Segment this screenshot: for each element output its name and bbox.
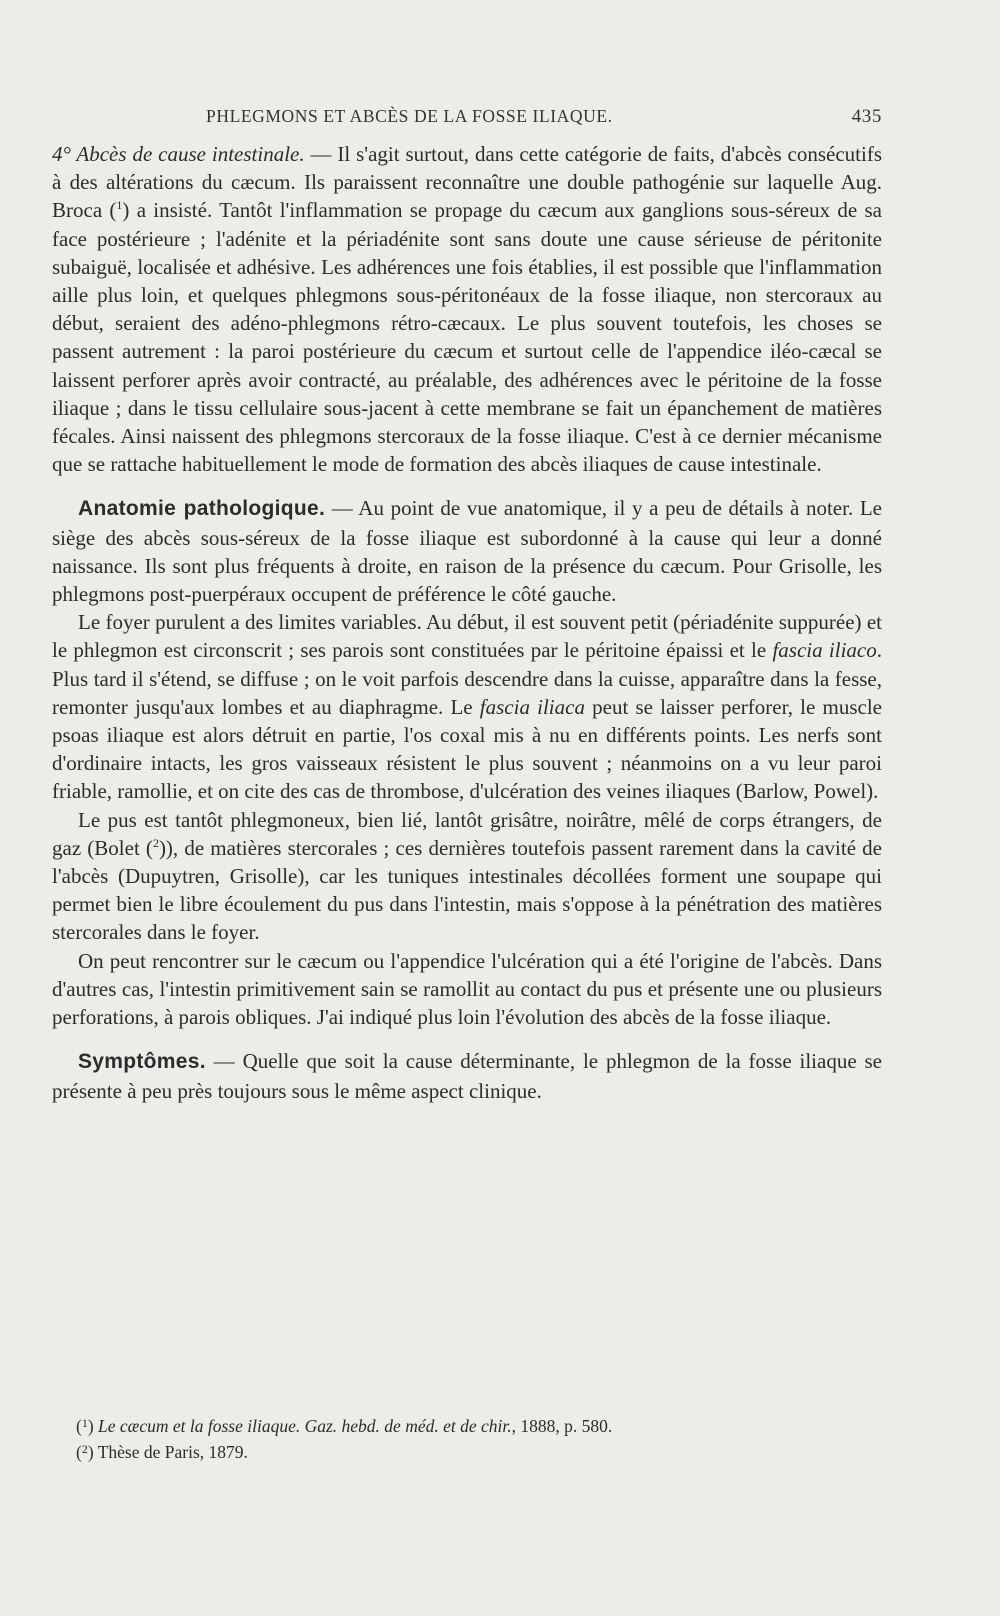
footnote-mark: 1 xyxy=(81,1416,88,1430)
footnote-citation: Le cæcum et la fosse iliaque. Gaz. hebd. de méd. et de chir. xyxy=(98,1416,512,1436)
paragraph-text: — Il s'agit surtout, dans cette catégorie de faits, d'abcès consécutifs à des altérations du cæcum. Ils paraissent reconnaître une double pathogénie sur laquelle Aug. Broca ( xyxy=(52,142,883,223)
paragraph-text: Le foyer purulent a des limites variables. Au début, il est souvent petit (périadénite suppurée) et le phlegmon est circonscrit ; ses parois sont constituées par le péritoine épaissi et le xyxy=(52,610,882,663)
body-text xyxy=(52,140,882,1105)
paragraph-anatomy-intro xyxy=(52,494,882,608)
italic-term: fascia iliaca xyxy=(479,694,585,719)
paragraph-lead: 4° Abcès de cause intestinale. xyxy=(52,142,305,166)
footnote-ref-2: 2 xyxy=(152,835,159,850)
paragraph-pus xyxy=(52,806,882,947)
section-heading-anatomy: Anatomie pathologique. xyxy=(78,497,326,521)
paragraph-text: Le pus est tantôt phlegmoneux, bien lié, lantôt grisâtre, noirâtre, mêlé de corps étrangers, de gaz (Bolet ( xyxy=(52,807,882,860)
page-number: 435 xyxy=(851,106,882,127)
footnote-1: ($^1$) Le cæcum et la fosse iliaque. Gaz. hebd. de méd. et de chir., 1888, p. 580. xyxy=(76,1416,613,1436)
footnote-text: Thèse de Paris, 1879. xyxy=(97,1442,248,1462)
footnote-ref-1: 1 xyxy=(116,198,123,213)
paragraph-text: . Plus tard il s'étend, se diffuse ; on le voit parfois descendre dans la cuisse, apparaître dans la fesse, remonter jusqu'aux lombes et au diaphragme. Le xyxy=(52,638,882,719)
section-heading-symptoms: Symptômes. xyxy=(78,1050,206,1074)
footnote-text: , 1888, p. 580. xyxy=(511,1416,613,1436)
italic-term: fascia iliaco xyxy=(772,638,877,663)
paragraph-text: — Quelle que soit la cause déterminante, le phlegmon de la fosse iliaque se présente à peu près toujours sous le même aspect clinique. xyxy=(52,1049,882,1103)
paragraph-symptoms xyxy=(52,1047,882,1104)
paragraph-purulent-focus xyxy=(52,608,882,805)
running-title: PHLEGMONS ET ABCÈS DE LA FOSSE ILIAQUE. xyxy=(206,106,613,126)
paragraph-text: ) a insisté. Tantôt l'inflammation se propage du cæcum aux ganglions sous-séreux de sa face postérieure ; l'adénite et la périadénite sont sans doute une cause sérieuse de péritonite subaiguë, localisée et adhésive. Les adhérences une fois établies, il est possible que l'inflammation aille plus loin, et quelques phlegmons sous-péritonéaux de la fosse iliaque, non stercoraux au début, seraient des adéno-phlegmons rétro-cæcaux. Le plus souvent toutefois, les choses se passent autrement : la paroi postérieure du cæcum et surtout celle de l'appendice iléo-cæcal se laissent perforer après avoir contracté, au préalable, des adhérences avec le péritoine de la fosse iliaque ; dans le tissu cellulaire sous-jacent à cette membrane se fait un épanchement de matières fécales. Ainsi naissent des phlegmons stercoraux de la fosse iliaque. C'est à ce dernier mécanisme que se rattache habituellement le mode de formation des abcès iliaques de cause intestinale. xyxy=(52,198,882,477)
footnote-2: ($^2$) Thèse de Paris, 1879. xyxy=(76,1442,248,1462)
paragraph-text: — Au point de vue anatomique, il y a peu de détails à noter. Le siège des abcès sous-séreux de la fosse iliaque est subordonné à la cause qui leur a donné naissance. Ils sont plus fréquents à droite, en raison de la présence du cæcum. Pour Grisolle, les phlegmons post-puerpéraux occupent de préférence le côté gauche. xyxy=(52,496,882,607)
footnote-mark: 2 xyxy=(81,1442,88,1456)
paragraph-ulceration xyxy=(52,947,882,1032)
paragraph-text: On peut rencontrer sur le cæcum ou l'appendice l'ulcération qui a été l'origine de l'abcès. Dans d'autres cas, l'intestin primitivement sain se ramollit au contact du pus et présente une ou plusieurs perforations, à parois obliques. J'ai indiqué plus loin l'évolution des abcès de la fosse iliaque. xyxy=(52,948,882,1030)
paragraph-text: peut se laisser perforer, le muscle psoas iliaque est alors détruit en partie, l'os coxal mis à nu en différents points. Les nerfs sont d'ordinaire intacts, les gros vaisseaux résistent le plus souvent ; néanmoins on a vu leur paroi friable, ramollie, et on cite des cas de thrombose, d'ulcération des veines iliaques (Barlow, Powel). xyxy=(52,694,882,804)
paragraph-intestinal-abscess xyxy=(52,140,882,478)
footnotes xyxy=(76,1412,876,1464)
paragraph-text: )), de matières stercorales ; ces dernières toutefois passent rarement dans la cavité de l'abcès (Dupuytren, Grisolle), car les tuniques intestinales décollées forment une soupape qui permet bien le libre écoulement du pus dans l'intestin, mais s'oppose à la pénétration des matières stercorales dans le foyer. xyxy=(52,835,883,945)
